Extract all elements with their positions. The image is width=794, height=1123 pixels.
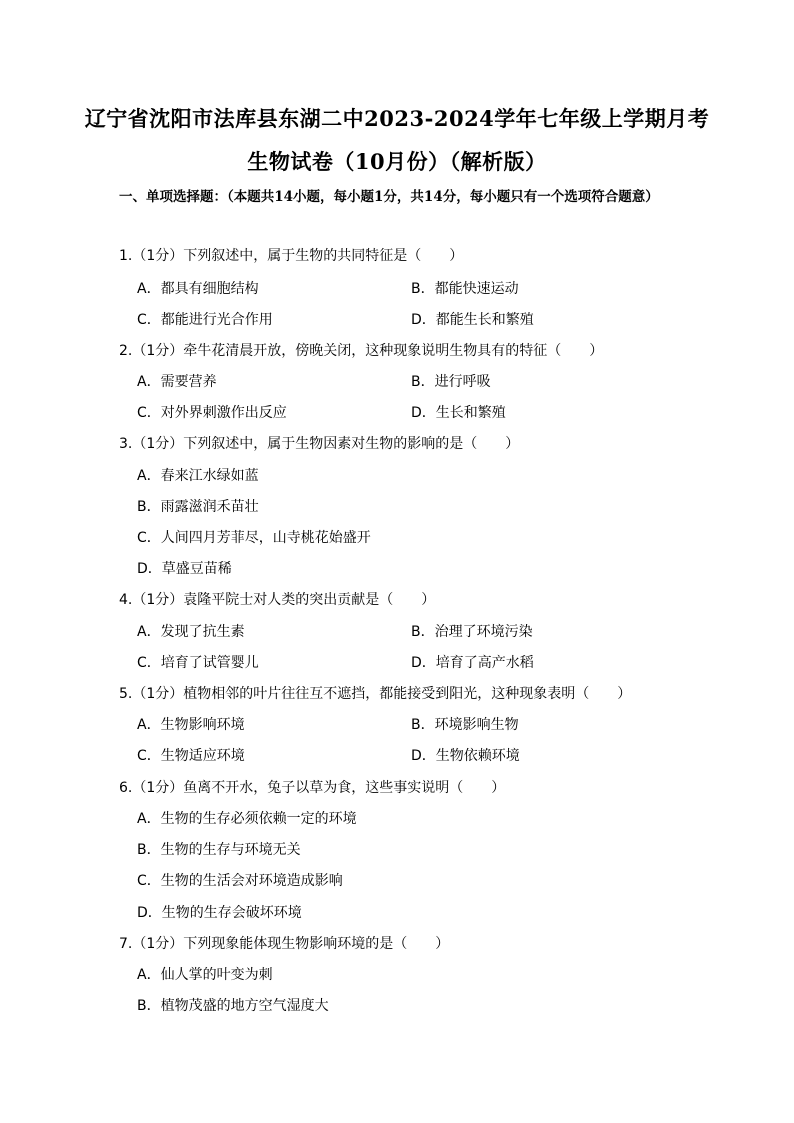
question-6-option-d: D．生物的生存会破坏环境 [137,905,302,921]
page-title-line2: 生物试卷（10月份）（解析版） [247,149,547,174]
question-4-option-a: A．发现了抗生素 [137,624,245,640]
question-2-option-b: B．进行呼吸 [411,374,491,390]
question-6-stem: 6.（1分）鱼离不开水，兔子以草为食，这些事实说明（ ） [119,780,506,796]
question-1-stem: 1.（1分）下列叙述中，属于生物的共同特征是（ ） [119,248,464,264]
question-3-stem: 3.（1分）下列叙述中，属于生物因素对生物的影响的是（ ） [119,436,520,452]
question-5-option-c: C．生物适应环境 [137,748,245,764]
question-6-option-c: C．生物的生活会对环境造成影响 [137,873,343,889]
question-5-option-b: B．环境影响生物 [411,717,519,733]
question-2-option-c: C．对外界刺激作出反应 [137,405,287,421]
question-2-option-d: D．生长和繁殖 [411,405,506,421]
question-3-option-c: C．人间四月芳菲尽，山寺桃花始盛开 [137,530,371,546]
question-3-option-d: D．草盛豆苗稀 [137,561,232,577]
section-heading: 一、单项选择题：（本题共14小题，每小题1分，共14分，每小题只有一个选项符合题意） [119,189,659,205]
question-4-option-d: D．培育了高产水稻 [411,655,534,671]
question-5-option-d: D．生物依赖环境 [411,748,520,764]
question-2-stem: 2.（1分）牵牛花清晨开放，傍晚关闭，这种现象说明生物具有的特征（ ） [119,343,604,359]
question-6-option-a: A．生物的生存必须依赖一定的环境 [137,811,357,827]
question-1-option-c: C．都能进行光合作用 [137,312,273,328]
question-4-option-b: B．治理了环境污染 [411,624,533,640]
question-1-option-a: A．都具有细胞结构 [137,281,259,297]
question-4-option-c: C．培育了试管婴儿 [137,655,259,671]
question-7-stem: 7.（1分）下列现象能体现生物影响环境的是（ ） [119,936,450,952]
question-7-option-a: A．仙人掌的叶变为刺 [137,967,273,983]
question-5-stem: 5.（1分）植物相邻的叶片往往互不遮挡，都能接受到阳光，这种现象表明（ ） [119,686,632,702]
question-7-option-b: B．植物茂盛的地方空气湿度大 [137,998,329,1014]
question-2-option-a: A．需要营养 [137,374,217,390]
question-1-option-b: B．都能快速运动 [411,281,519,297]
question-3-option-b: B．雨露滋润禾苗壮 [137,499,259,515]
question-4-stem: 4.（1分）袁隆平院士对人类的突出贡献是（ ） [119,592,436,608]
question-3-option-a: A．春来江水绿如蓝 [137,468,259,484]
question-5-option-a: A．生物影响环境 [137,717,245,733]
question-6-option-b: B．生物的生存与环境无关 [137,842,301,858]
page-title-line1: 辽宁省沈阳市法库县东湖二中2023-2024学年七年级上学期月考 [84,106,710,131]
question-1-option-d: D．都能生长和繁殖 [411,312,534,328]
